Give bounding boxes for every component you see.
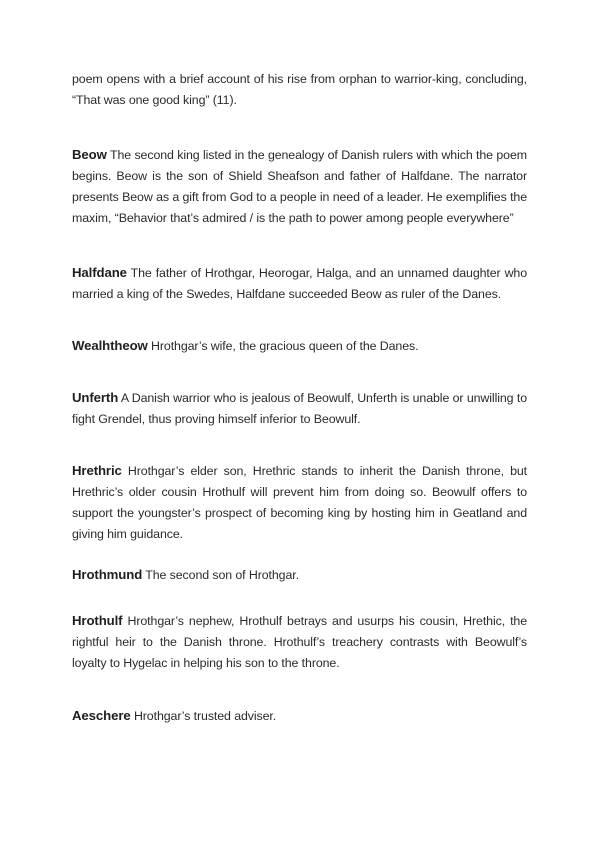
entry-term: Unferth: [72, 390, 119, 405]
entry-text: The father of Hrothgar, Heorogar, Halga, and an unnamed daughter who married a king of the Swedes, Halfdane succeeded Beow as ruler of the Danes.: [72, 266, 527, 301]
entry-text: Hrothgar’s elder son, Hrethric stands to inherit the Danish throne, but Hrethric’s older cousin Hrothulf will prevent him from doing so. Beowulf offers to support the youngster’s prospect of becoming king by hosting him in Geatland and giving him guidance.: [72, 464, 528, 541]
entry-hrothmund: [72, 564, 527, 586]
entry-term: Hrethric: [72, 463, 122, 478]
entry-term: Hrothmund: [72, 567, 143, 582]
entry-text: Hrothgar’s trusted adviser.: [133, 709, 277, 723]
entry-term: Hrothulf: [72, 613, 123, 628]
entry-unferth: [72, 387, 527, 430]
entry-beow: [72, 144, 527, 229]
entry-text: Hrothgar’s wife, the gracious queen of the Danes.: [151, 339, 419, 353]
intro-text: poem opens with a brief account of his rise from orphan to warrior-king, concluding, “That was one good king” (11).: [72, 72, 527, 107]
entry-term: Wealhtheow: [72, 338, 148, 353]
entry-hrothulf: [72, 610, 527, 674]
entry-term: Aeschere: [72, 708, 131, 723]
entry-halfdane: [72, 262, 527, 305]
entry-text: The second king listed in the genealogy of Danish rulers with which the poem begins. Beow is the son of Shield Sheafson and father of Halfdane. The narrator presents Beow as a gift from God to a people in need of a leader. He exemplifies the maxim, “Behavior that’s admired / is the path to power among people everywhere”: [72, 148, 527, 225]
entry-text: The second son of Hrothgar.: [145, 568, 299, 582]
intro-paragraph: [72, 69, 527, 111]
entry-term: Halfdane: [72, 265, 127, 280]
entry-aeschere: [72, 705, 527, 727]
entry-term: Beow: [72, 147, 107, 162]
entry-wealhtheow: [72, 335, 527, 357]
entry-hrethric: [72, 460, 527, 545]
entry-text: Hrothgar’s nephew, Hrothulf betrays and usurps his cousin, Hrethic, the rightful heir to the Danish throne. Hrothulf’s treachery contrasts with Beowulf’s loyalty to Hygelac in helping his son to the throne.: [72, 614, 527, 670]
entry-text: A Danish warrior who is jealous of Beowulf, Unferth is unable or unwilling to fight Grendel, thus proving himself inferior to Beowulf.: [72, 391, 527, 426]
